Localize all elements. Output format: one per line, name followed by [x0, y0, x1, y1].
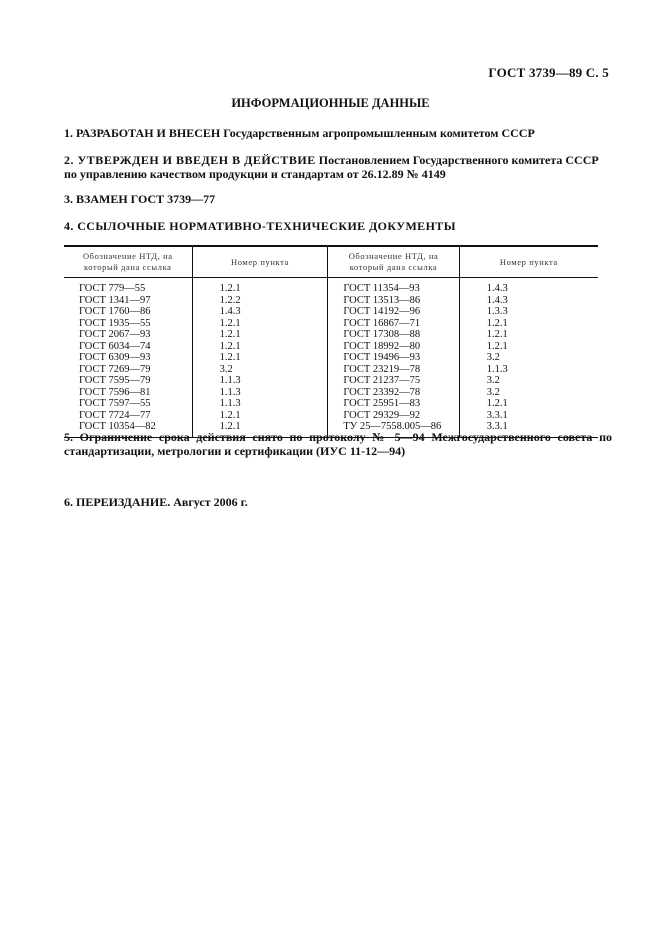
table-row: [64, 306, 598, 318]
doc-cell-right: ТУ 25—7558.005—86: [328, 421, 459, 437]
table-row: [64, 341, 598, 353]
info-item-5: 5. Ограничение срока действия снято по протоколу № 5—94 Межгосударственного совета по стандартизации, метрологии и сертификации (ИУС 11-12—94): [64, 430, 612, 458]
table-header-row: [64, 246, 598, 278]
reference-documents-table: [64, 245, 598, 438]
doc-cell-left: ГОСТ 1760—86: [64, 306, 192, 318]
doc-cell-left: ГОСТ 7724—77: [64, 410, 192, 422]
info-item-3: 3. ВЗАМЕН ГОСТ 3739—77: [64, 192, 216, 206]
doc-cell-right: ГОСТ 11354—93: [328, 278, 459, 295]
point-cell-left: 1.2.1: [192, 421, 328, 437]
point-cell-right: 3.2: [486, 352, 500, 363]
table-row: [64, 295, 598, 307]
info-item-2: [64, 153, 612, 181]
doc-cell-left: ГОСТ 7597—55: [64, 398, 192, 410]
point-cell-left: 1.1.3: [192, 387, 328, 399]
doc-cell-right: ГОСТ 16867—71: [328, 318, 459, 330]
doc-cell-right: ГОСТ 18992—80: [328, 341, 459, 353]
doc-cell-left: ГОСТ 1935—55: [64, 318, 192, 330]
point-cell-right: 1.1.3: [486, 363, 508, 375]
document-code-header: ГОСТ 3739—89 С. 5: [488, 65, 609, 80]
point-cell-right: 1.2.1: [486, 317, 508, 329]
doc-cell-left: ГОСТ 6309—93: [64, 352, 192, 364]
doc-cell-left: ГОСТ 7595—79: [64, 375, 192, 387]
table-row: [64, 398, 598, 410]
column-header-doc-left: Обозначение НТД, на который дана ссылка: [64, 246, 192, 278]
table-row: [64, 352, 598, 364]
table-row: [64, 375, 598, 387]
info-item-1: 1. РАЗРАБОТАН И ВНЕСЕН Государственным агропромышленным комитетом СССР: [64, 126, 535, 140]
point-cell-left: 1.2.2: [192, 295, 328, 307]
section-title: ИНФОРМАЦИОННЫЕ ДАННЫЕ: [231, 96, 430, 110]
point-cell-right: 1.2.1: [486, 340, 508, 352]
doc-cell-right: ГОСТ 14192—96: [328, 306, 459, 318]
column-header-point-left: Номер пункта: [192, 246, 328, 278]
doc-cell-right: ГОСТ 23219—78: [328, 364, 459, 376]
doc-cell-left: ГОСТ 779—55: [64, 278, 192, 295]
point-cell-right: 1.4.3: [486, 283, 508, 294]
point-cell-left: 1.1.3: [192, 375, 328, 387]
point-cell-right: 3.2: [486, 375, 500, 386]
doc-cell-right: ГОСТ 25951—83: [328, 398, 459, 410]
point-cell-left: 1.2.1: [192, 352, 328, 364]
doc-cell-left: ГОСТ 7596—81: [64, 387, 192, 399]
point-cell-left: 1.2.1: [192, 410, 328, 422]
table-row: [64, 329, 598, 341]
point-cell-left: 1.2.1: [192, 278, 328, 295]
doc-cell-left: ГОСТ 10354—82: [64, 421, 192, 437]
info-item-6: 6. ПЕРЕИЗДАНИЕ. Август 2006 г.: [64, 495, 248, 509]
point-cell-left: 1.1.3: [192, 398, 328, 410]
point-cell-left: 1.2.1: [192, 318, 328, 330]
info-item-2-head: 2. УТВЕРЖДЕН И ВВЕДЕН В ДЕЙСТВИЕ: [64, 153, 316, 167]
point-cell-right: 3.3.1: [486, 409, 508, 421]
doc-cell-right: ГОСТ 13513—86: [328, 295, 459, 307]
point-cell-right: 1.4.3: [486, 294, 508, 306]
point-cell-right: 3.2: [486, 386, 500, 398]
info-item-2-body: Постановлением Государственного комитета СССР по управлению качеством продукции и стандартам от 26.12.89 № 4149: [64, 153, 599, 181]
doc-cell-right: ГОСТ 19496—93: [328, 352, 459, 364]
table-row: [64, 387, 598, 399]
table-row: [64, 410, 598, 422]
column-header-point-right: Номер пункта: [459, 246, 598, 278]
doc-cell-left: ГОСТ 7269—79: [64, 364, 192, 376]
point-cell-left: 1.2.1: [192, 341, 328, 353]
point-cell-left: 3.2: [192, 364, 328, 376]
point-cell-left: 1.2.1: [192, 329, 328, 341]
point-cell-right: 1.2.1: [486, 398, 508, 409]
point-cell-right: 1.2.1: [486, 329, 508, 340]
doc-cell-left: ГОСТ 6034—74: [64, 341, 192, 353]
info-item-4: 4. ССЫЛОЧНЫЕ НОРМАТИВНО-ТЕХНИЧЕСКИЕ ДОКУМЕНТЫ: [64, 219, 456, 233]
doc-cell-right: ГОСТ 17308—88: [328, 329, 459, 341]
point-cell-right: 3.3.1: [459, 421, 598, 437]
point-cell-right: 1.3.3: [486, 306, 508, 317]
table-row: [64, 364, 598, 376]
doc-cell-left: ГОСТ 2067—93: [64, 329, 192, 341]
point-cell-left: 1.4.3: [192, 306, 328, 318]
doc-cell-right: ГОСТ 21237—75: [328, 375, 459, 387]
column-header-doc-right: Обозначение НТД, на который дана ссылка: [328, 246, 459, 278]
doc-cell-right: ГОСТ 23392—78: [328, 387, 459, 399]
doc-cell-right: ГОСТ 29329—92: [328, 410, 459, 422]
table-body: [64, 278, 598, 438]
table-row: [64, 278, 598, 295]
table-row: [64, 318, 598, 330]
doc-cell-left: ГОСТ 1341—97: [64, 295, 192, 307]
